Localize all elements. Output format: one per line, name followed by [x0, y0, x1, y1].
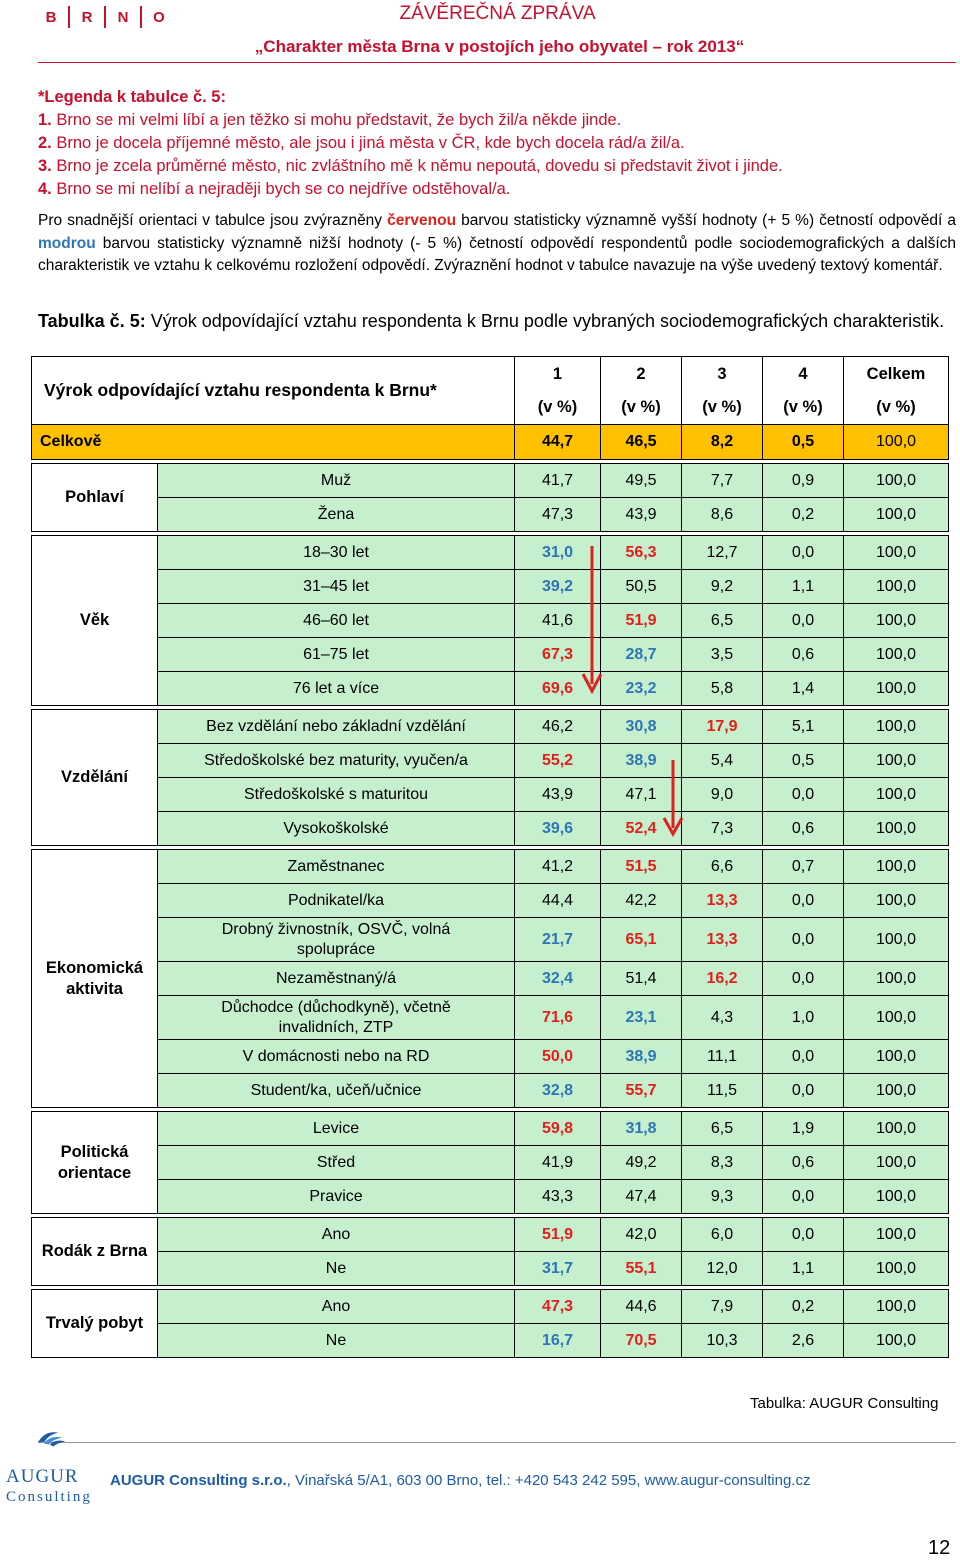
cell-value: 23,1	[601, 996, 682, 1040]
cell-value: 13,3	[682, 884, 763, 918]
cell-value: 100,0	[844, 1146, 949, 1180]
cell-value: 1,0	[763, 996, 844, 1040]
cell-value: 0,6	[763, 1146, 844, 1180]
cell-value: 1,4	[763, 672, 844, 706]
cell-value: 4,3	[682, 996, 763, 1040]
footer-contact: AUGUR Consulting s.r.o., Vinařská 5/A1, 603 00 Brno, tel.: +420 543 242 595, www.augur-consulting.cz	[110, 1472, 811, 1489]
cell-value: 12,0	[682, 1252, 763, 1286]
cell-value: 38,9	[601, 1040, 682, 1074]
cell-value: 46,2	[515, 710, 601, 744]
cell-value: 0,0	[763, 884, 844, 918]
table-row	[32, 498, 949, 532]
cell-value: 44,4	[515, 884, 601, 918]
blue-word: modrou	[38, 234, 96, 252]
cell-value: 6,6	[682, 850, 763, 884]
row-label: Žena	[158, 498, 515, 532]
table-row	[32, 570, 949, 604]
group-label: Politická orientace	[32, 1112, 158, 1214]
cell-value: 0,0	[763, 1040, 844, 1074]
row-label: Bez vzdělání nebo základní vzdělání	[158, 710, 515, 744]
cell-value: 32,4	[515, 962, 601, 996]
cell-value: 23,2	[601, 672, 682, 706]
highlight-note: Pro snadnější orientaci v tabulce jsou zvýrazněny červenou barvou statisticky významně vyšší hodnoty (+ 5 %) četností odpovědí a modrou barvou statisticky významně nižší hodnoty (- 5 %) četností odpovědí respondentů podle sociodemografických a dalších charakteristik ve vztahu k celkovému rozložení odpovědí. Zvýraznění hodnot v tabulce navazuje na výše uvedený textový komentář.	[38, 212, 956, 274]
group-label: Pohlaví	[32, 464, 158, 532]
cell-value: 47,4	[601, 1180, 682, 1214]
footer-divider	[38, 1442, 956, 1443]
page-header	[0, 0, 960, 64]
cell-value: 56,3	[601, 536, 682, 570]
cell-value: 59,8	[515, 1112, 601, 1146]
logo-letter-n: N	[117, 8, 129, 26]
cell-value: 0,2	[763, 1290, 844, 1324]
cell-value: 100,0	[844, 1074, 949, 1108]
column-header: 4 (v %)	[763, 357, 844, 425]
cell-value: 100,0	[844, 884, 949, 918]
cell-value: 50,0	[515, 1040, 601, 1074]
cell-value: 0,2	[763, 498, 844, 532]
cell-value: 0,0	[763, 1074, 844, 1108]
cell-value: 100,0	[844, 1218, 949, 1252]
table-legend	[38, 86, 956, 201]
table-row	[32, 812, 949, 846]
cell-value: 0,0	[763, 536, 844, 570]
cell-value: 41,6	[515, 604, 601, 638]
logo-separator	[140, 6, 142, 28]
cell-value: 0,9	[763, 464, 844, 498]
arrow-down-icon	[580, 544, 604, 696]
cell-value: 31,7	[515, 1252, 601, 1286]
cell-value: 10,3	[682, 1324, 763, 1358]
cell-value: 70,5	[601, 1324, 682, 1358]
row-label: Ne	[158, 1252, 515, 1286]
cell-value: 5,8	[682, 672, 763, 706]
cell-value: 7,7	[682, 464, 763, 498]
table-header-label: Výrok odpovídající vztahu respondenta k Brnu*	[32, 357, 515, 425]
table-caption: Tabulka č. 5: Výrok odpovídající vztahu respondenta k Brnu podle vybraných sociodemografických charakteristik.	[38, 311, 945, 331]
cell-value: 17,9	[682, 710, 763, 744]
row-label: Vysokoškolské	[158, 812, 515, 846]
cell-value: 47,3	[515, 498, 601, 532]
table-row	[32, 1218, 949, 1252]
group-label: Trvalý pobyt	[32, 1290, 158, 1358]
cell-value: 42,2	[601, 884, 682, 918]
row-label: 46–60 let	[158, 604, 515, 638]
cell-value: 71,6	[515, 996, 601, 1040]
cell-value: 50,5	[601, 570, 682, 604]
cell-value: 6,5	[682, 604, 763, 638]
cell-value: 51,9	[515, 1218, 601, 1252]
table-row	[32, 996, 949, 1040]
cell-value: 13,3	[682, 918, 763, 962]
row-label: Středoškolské s maturitou	[158, 778, 515, 812]
row-label: Důchodce (důchodkyně), včetně invalidních, ZTP	[158, 996, 515, 1040]
table-row	[32, 744, 949, 778]
cell-value: 9,3	[682, 1180, 763, 1214]
cell-value: 28,7	[601, 638, 682, 672]
table-row	[32, 464, 949, 498]
cell-value: 47,3	[515, 1290, 601, 1324]
table-row	[32, 1040, 949, 1074]
table-row	[32, 1146, 949, 1180]
cell-value: 0,6	[763, 638, 844, 672]
cell-value: 100,0	[844, 812, 949, 846]
total-value: 46,5	[601, 425, 682, 460]
cell-value: 31,0	[515, 536, 601, 570]
cell-value: 5,4	[682, 744, 763, 778]
row-label: V domácnosti nebo na RD	[158, 1040, 515, 1074]
cell-value: 100,0	[844, 536, 949, 570]
augur-logo-name: AUGUR	[6, 1466, 79, 1487]
row-label: Ne	[158, 1324, 515, 1358]
cell-value: 31,8	[601, 1112, 682, 1146]
cell-value: 43,9	[601, 498, 682, 532]
cell-value: 43,3	[515, 1180, 601, 1214]
header-divider	[38, 62, 956, 63]
cell-value: 100,0	[844, 850, 949, 884]
row-label: Drobný živnostník, OSVČ, volná spolupráce	[158, 918, 515, 962]
cell-value: 5,1	[763, 710, 844, 744]
table-row	[32, 778, 949, 812]
cell-value: 1,9	[763, 1112, 844, 1146]
column-header: 2 (v %)	[601, 357, 682, 425]
cell-value: 100,0	[844, 604, 949, 638]
cell-value: 11,5	[682, 1074, 763, 1108]
cell-value: 11,1	[682, 1040, 763, 1074]
total-value: 44,7	[515, 425, 601, 460]
cell-value: 55,1	[601, 1252, 682, 1286]
total-label: Celkově	[32, 425, 515, 460]
cell-value: 42,0	[601, 1218, 682, 1252]
cell-value: 9,0	[682, 778, 763, 812]
row-label: Levice	[158, 1112, 515, 1146]
cell-value: 1,1	[763, 1252, 844, 1286]
cell-value: 38,9	[601, 744, 682, 778]
table-row	[32, 604, 949, 638]
total-row	[32, 425, 949, 460]
cell-value: 55,2	[515, 744, 601, 778]
row-label: Nezaměstnaný/á	[158, 962, 515, 996]
cell-value: 39,2	[515, 570, 601, 604]
row-label: Zaměstnanec	[158, 850, 515, 884]
row-label: 61–75 let	[158, 638, 515, 672]
column-header: 1 (v %)	[515, 357, 601, 425]
logo-letter-r: R	[81, 8, 93, 26]
cell-value: 100,0	[844, 1252, 949, 1286]
table-row	[32, 1074, 949, 1108]
cell-value: 41,9	[515, 1146, 601, 1180]
cell-value: 100,0	[844, 1180, 949, 1214]
table-row	[32, 536, 949, 570]
results-table	[31, 356, 949, 1358]
cell-value: 47,1	[601, 778, 682, 812]
cell-value: 52,4	[601, 812, 682, 846]
group-label: Vzdělání	[32, 710, 158, 846]
row-label: 31–45 let	[158, 570, 515, 604]
cell-value: 39,6	[515, 812, 601, 846]
cell-value: 51,9	[601, 604, 682, 638]
cell-value: 9,2	[682, 570, 763, 604]
red-word: červenou	[387, 212, 457, 229]
table-row	[32, 1252, 949, 1286]
cell-value: 51,4	[601, 962, 682, 996]
cell-value: 6,0	[682, 1218, 763, 1252]
augur-logo-sub: Consulting	[6, 1489, 92, 1505]
cell-value: 100,0	[844, 778, 949, 812]
table-source: Tabulka: AUGUR Consulting	[750, 1395, 939, 1412]
cell-value: 0,0	[763, 778, 844, 812]
table-row	[32, 1290, 949, 1324]
row-label: Ano	[158, 1290, 515, 1324]
cell-value: 100,0	[844, 710, 949, 744]
cell-value: 7,3	[682, 812, 763, 846]
cell-value: 100,0	[844, 1324, 949, 1358]
brno-logo	[38, 6, 172, 28]
group-label: Ekonomická aktivita	[32, 850, 158, 1108]
cell-value: 0,0	[763, 918, 844, 962]
cell-value: 2,6	[763, 1324, 844, 1358]
row-label: Student/ka, učeň/učnice	[158, 1074, 515, 1108]
cell-value: 65,1	[601, 918, 682, 962]
cell-value: 0,0	[763, 1180, 844, 1214]
arrow-down-icon	[661, 758, 685, 838]
cell-value: 21,7	[515, 918, 601, 962]
cell-value: 49,5	[601, 464, 682, 498]
column-header: 3 (v %)	[682, 357, 763, 425]
table-row	[32, 1324, 949, 1358]
logo-separator	[104, 6, 106, 28]
cell-value: 0,6	[763, 812, 844, 846]
logo-letter-b: B	[45, 8, 57, 26]
legend-title: *Legenda k tabulce č. 5:	[38, 88, 226, 106]
legend-item: 4. Brno se mi nelíbí a nejraději bych se co nejdříve odstěhoval/a.	[38, 180, 511, 198]
cell-value: 8,6	[682, 498, 763, 532]
cell-value: 16,7	[515, 1324, 601, 1358]
group-label: Věk	[32, 536, 158, 706]
legend-item: 1. Brno se mi velmi líbí a jen těžko si mohu představit, že bych žil/a někde jinde.	[38, 111, 622, 129]
cell-value: 7,9	[682, 1290, 763, 1324]
cell-value: 0,0	[763, 604, 844, 638]
cell-value: 6,5	[682, 1112, 763, 1146]
table-header-row	[32, 357, 949, 425]
cell-value: 8,3	[682, 1146, 763, 1180]
cell-value: 0,7	[763, 850, 844, 884]
table-row	[32, 672, 949, 706]
cell-value: 100,0	[844, 962, 949, 996]
cell-value: 100,0	[844, 1112, 949, 1146]
total-value: 8,2	[682, 425, 763, 460]
row-label: Střed	[158, 1146, 515, 1180]
row-label: 76 let a více	[158, 672, 515, 706]
cell-value: 0,0	[763, 1218, 844, 1252]
table-row	[32, 638, 949, 672]
cell-value: 100,0	[844, 1040, 949, 1074]
cell-value: 100,0	[844, 464, 949, 498]
cell-value: 41,7	[515, 464, 601, 498]
cell-value: 44,6	[601, 1290, 682, 1324]
cell-value: 100,0	[844, 570, 949, 604]
cell-value: 1,1	[763, 570, 844, 604]
cell-value: 12,7	[682, 536, 763, 570]
column-header: Celkem (v %)	[844, 357, 949, 425]
table-row	[32, 1112, 949, 1146]
legend-item: 3. Brno je zcela průměrné město, nic zvláštního mě k němu nepoutá, dovedu si představit život i jinde.	[38, 157, 783, 175]
cell-value: 0,5	[763, 744, 844, 778]
row-label: Podnikatel/ka	[158, 884, 515, 918]
cell-value: 51,5	[601, 850, 682, 884]
table-row	[32, 1180, 949, 1214]
table-row	[32, 962, 949, 996]
cell-value: 100,0	[844, 498, 949, 532]
cell-value: 69,6	[515, 672, 601, 706]
cell-value: 55,7	[601, 1074, 682, 1108]
cell-value: 100,0	[844, 638, 949, 672]
row-label: Muž	[158, 464, 515, 498]
cell-value: 0,0	[763, 962, 844, 996]
cell-value: 3,5	[682, 638, 763, 672]
table-row	[32, 710, 949, 744]
cell-value: 16,2	[682, 962, 763, 996]
cell-value: 32,8	[515, 1074, 601, 1108]
report-subtitle: „Charakter města Brna v postojích jeho obyvatel – rok 2013“	[254, 37, 745, 56]
row-label: 18–30 let	[158, 536, 515, 570]
cell-value: 100,0	[844, 1290, 949, 1324]
total-value: 100,0	[844, 425, 949, 460]
cell-value: 67,3	[515, 638, 601, 672]
logo-letter-o: O	[153, 8, 165, 26]
row-label: Pravice	[158, 1180, 515, 1214]
augur-bird-icon	[20, 1424, 90, 1468]
legend-item: 2. Brno je docela příjemné město, ale jsou i jiná města v ČR, kde bych docela rád/a žil/a.	[38, 134, 685, 152]
table-row	[32, 850, 949, 884]
cell-value: 100,0	[844, 918, 949, 962]
report-title: ZÁVĚREČNÁ ZPRÁVA	[399, 3, 596, 24]
table-row	[32, 918, 949, 962]
total-value: 0,5	[763, 425, 844, 460]
cell-value: 100,0	[844, 744, 949, 778]
logo-separator	[68, 6, 70, 28]
cell-value: 41,2	[515, 850, 601, 884]
cell-value: 30,8	[601, 710, 682, 744]
row-label: Ano	[158, 1218, 515, 1252]
group-label: Rodák z Brna	[32, 1218, 158, 1286]
cell-value: 43,9	[515, 778, 601, 812]
row-label: Středoškolské bez maturity, vyučen/a	[158, 744, 515, 778]
cell-value: 100,0	[844, 996, 949, 1040]
page-number: 12	[928, 1537, 951, 1559]
cell-value: 100,0	[844, 672, 949, 706]
table-row	[32, 884, 949, 918]
cell-value: 49,2	[601, 1146, 682, 1180]
